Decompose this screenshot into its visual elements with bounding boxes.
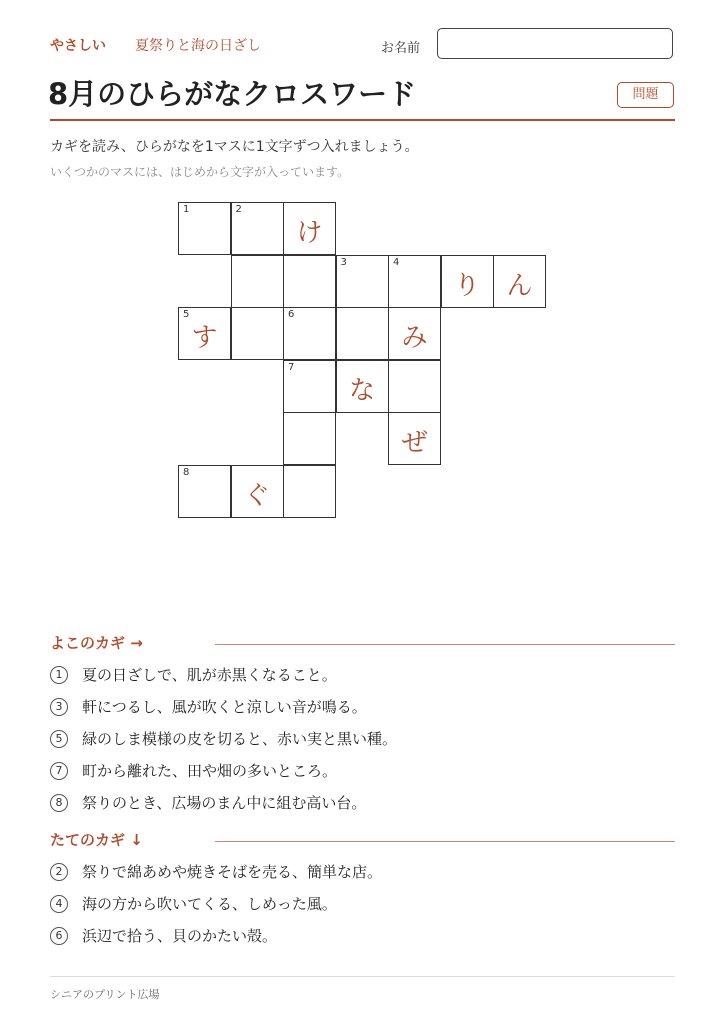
instruction-main: カギを読み、ひらがなを1マスに1文字ずつ入れましょう。 — [50, 139, 419, 155]
title-divider — [50, 119, 675, 121]
down-clue — [50, 925, 277, 946]
clue-number-badge: 5 — [50, 730, 68, 748]
clue-text: 町から離れた、田や畑の多いところ。 — [82, 762, 338, 780]
crossword-cell[interactable] — [231, 307, 284, 360]
crossword-cell[interactable] — [493, 255, 546, 308]
cell-number: 7 — [288, 361, 295, 373]
name-input[interactable] — [437, 28, 673, 59]
cell-number: 1 — [183, 204, 190, 215]
crossword-cell[interactable] — [283, 412, 336, 465]
prefilled-character: り — [453, 270, 480, 301]
prefilled-character: け — [296, 218, 323, 248]
down-heading: たてのカギ ↓ — [50, 831, 143, 849]
clue-number-badge: 1 — [50, 666, 68, 684]
crossword-cell[interactable] — [178, 465, 231, 518]
theme-label: 夏祭りと海の日ざし — [135, 38, 261, 54]
clue-text: 浜辺で拾う、貝のかたい殻。 — [82, 927, 278, 945]
crossword-cell[interactable] — [388, 255, 441, 308]
crossword-cell[interactable] — [336, 360, 389, 413]
prefilled-character: み — [401, 323, 428, 353]
crossword-cell[interactable] — [231, 255, 284, 308]
problem-tag: 問題 — [617, 82, 674, 108]
crossword-cell[interactable] — [336, 307, 389, 360]
crossword-cell[interactable] — [283, 255, 336, 308]
across-heading: よこのカギ → — [50, 634, 143, 652]
crossword-cell[interactable] — [283, 307, 336, 360]
cell-number: 8 — [183, 466, 190, 478]
clue-text: 祭りのとき、広場のまん中に組む高い台。 — [82, 794, 367, 812]
clue-text: 祭りで綿あめや焼きそばを売る、簡単な店。 — [82, 863, 383, 881]
crossword-cell[interactable] — [178, 202, 231, 255]
across-clue — [50, 728, 397, 749]
prefilled-character: ぜ — [401, 428, 428, 458]
cell-number: 5 — [183, 309, 190, 320]
crossword-cell[interactable] — [441, 255, 494, 308]
prefilled-character: ぐ — [243, 480, 270, 511]
crossword-cell[interactable] — [388, 360, 441, 413]
crossword-cell[interactable] — [336, 255, 389, 308]
clue-text: 軒につるし、風が吹くと涼しい音が鳴る。 — [82, 698, 367, 716]
across-clue — [50, 760, 337, 781]
page-title: 8月のひらがなクロスワード — [48, 77, 417, 111]
across-clue — [50, 792, 366, 813]
prefilled-character: な — [348, 375, 375, 406]
crossword-cell[interactable] — [283, 465, 336, 518]
footer-text: シニアのプリント広場 — [50, 988, 160, 1001]
prefilled-character: す — [191, 323, 218, 353]
clue-number-badge: 3 — [50, 698, 68, 716]
crossword-cell[interactable] — [283, 202, 336, 255]
across-clue — [50, 664, 337, 685]
cell-number: 6 — [288, 309, 295, 320]
prefilled-character: ん — [506, 270, 533, 301]
crossword-cell[interactable] — [388, 412, 441, 465]
crossword-grid — [178, 202, 548, 518]
name-label: お名前 — [381, 41, 421, 56]
down-divider — [215, 841, 675, 842]
crossword-cell[interactable] — [178, 307, 231, 360]
footer-divider — [50, 976, 675, 977]
clue-text: 夏の日ざしで、肌が赤黒くなること。 — [82, 666, 337, 684]
difficulty-label: やさしい — [50, 38, 106, 54]
clue-number-badge: 6 — [50, 927, 68, 945]
instruction-sub: いくつかのマスには、はじめから文字が入っています。 — [50, 165, 350, 179]
cell-number: 4 — [393, 256, 400, 268]
down-clue — [50, 893, 337, 914]
crossword-cell[interactable] — [388, 307, 441, 360]
across-clue — [50, 696, 367, 717]
cell-number: 3 — [340, 256, 347, 268]
crossword-cell[interactable] — [231, 465, 284, 518]
clue-number-badge: 2 — [50, 863, 68, 881]
crossword-cell[interactable] — [283, 360, 336, 413]
cell-number: 2 — [235, 204, 242, 215]
clue-number-badge: 4 — [50, 895, 68, 913]
clue-text: 緑のしま模様の皮を切ると、赤い実と黒い種。 — [82, 730, 398, 748]
clue-text: 海の方から吹いてくる、しめった風。 — [82, 895, 337, 913]
clue-number-badge: 8 — [50, 794, 68, 812]
down-clue — [50, 861, 382, 882]
across-divider — [215, 644, 675, 645]
clue-number-badge: 7 — [50, 762, 68, 780]
crossword-cell[interactable] — [231, 202, 284, 255]
